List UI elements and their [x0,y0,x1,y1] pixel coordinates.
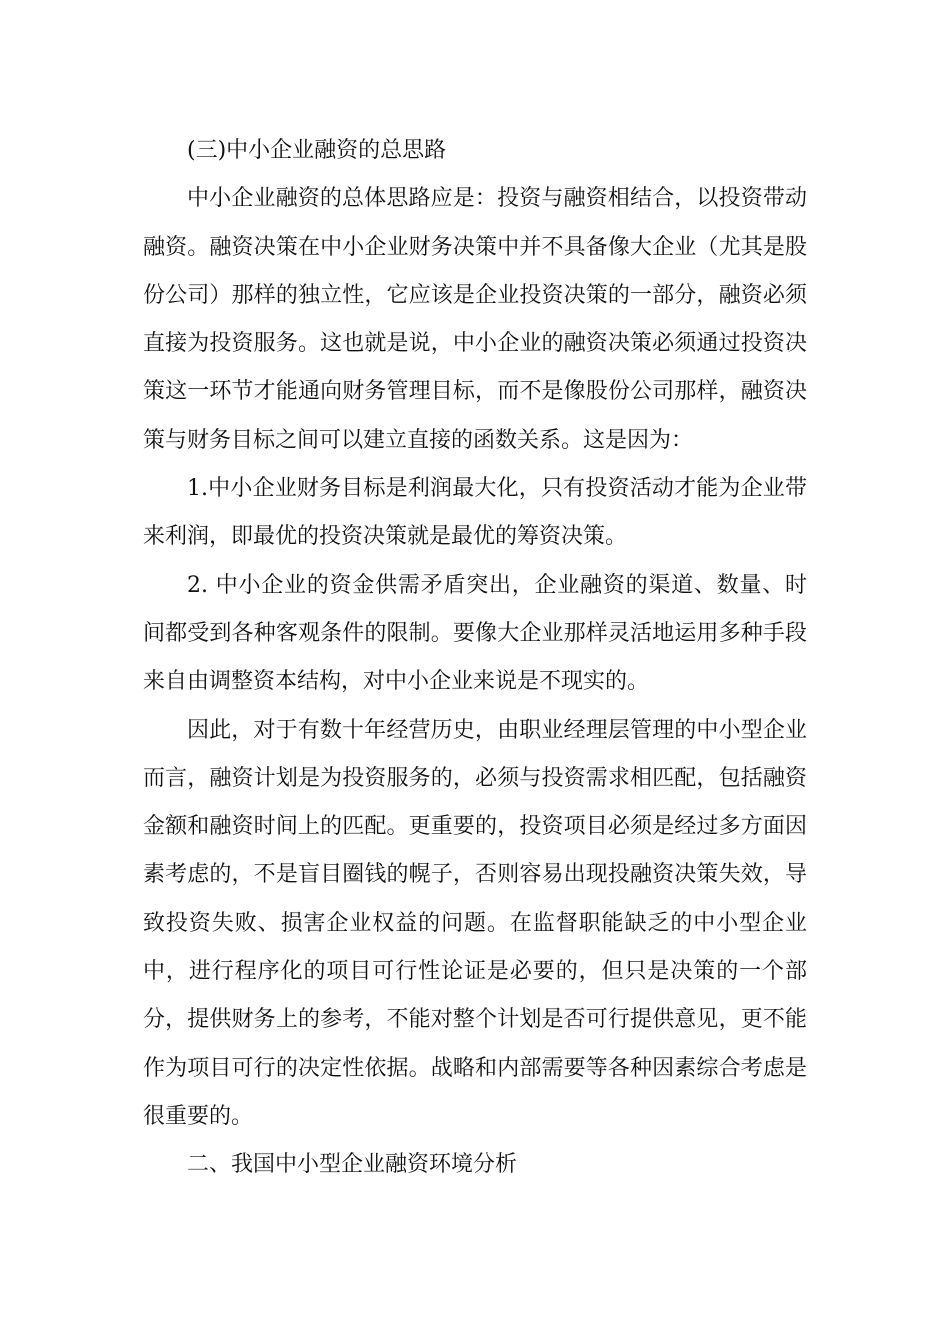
body-paragraph: 中小企业融资的总体思路应是：投资与融资相结合，以投资带动融资。融资决策在中小企业财务决策中并不具备像大企业（尤其是股份公司）那样的独立性，它应该是企业投资决策的一部分，融资必须直接为投资服务。这也就是说，中小企业的融资决策必须通过投资决策这一环节才能通向财务管理目标，而不是像股份公司那样，融资决策与财务目标之间可以建立直接的函数关系。这是因为： [143,186,807,453]
section-heading-financing-environment: 二、我国中小型企业融资环境分析 [187,1152,518,1178]
list-item-1: 1.中小企业财务目标是利润最大化，只有投资活动才能为企业带来利润，即最优的投资决策就是最优的筹资决策。 [143,476,807,550]
document-body [143,127,807,1190]
list-item-2: 2. 中小企业的资金供需矛盾突出，企业融资的渠道、数量、时间都受到各种客观条件的限制。要像大企业那样灵活地运用多种手段来自由调整资本结构，对中小企业来说是不现实的。 [143,572,807,695]
section-heading-overall-approach: (三)中小企业融资的总思路 [187,138,447,163]
body-paragraph: 因此，对于有数十年经营历史，由职业经理层管理的中小型企业而言，融资计划是为投资服务的，必须与投资需求相匹配，包括融资金额和融资时间上的匹配。更重要的，投资项目必须是经过多方面因素考虑的，不是盲目圈钱的幌子，否则容易出现投融资决策失效，导致投资失败、损害企业权益的问题。在监督职能缺乏的中小型企业中，进行程序化的项目可行性论证是必要的，但只是决策的一个部分，提供财务上的参考，不能对整个计划是否可行提供意见，更不能作为项目可行的决定性依据。战略和内部需要等各种因素综合考虑是很重要的。 [143,717,807,1129]
